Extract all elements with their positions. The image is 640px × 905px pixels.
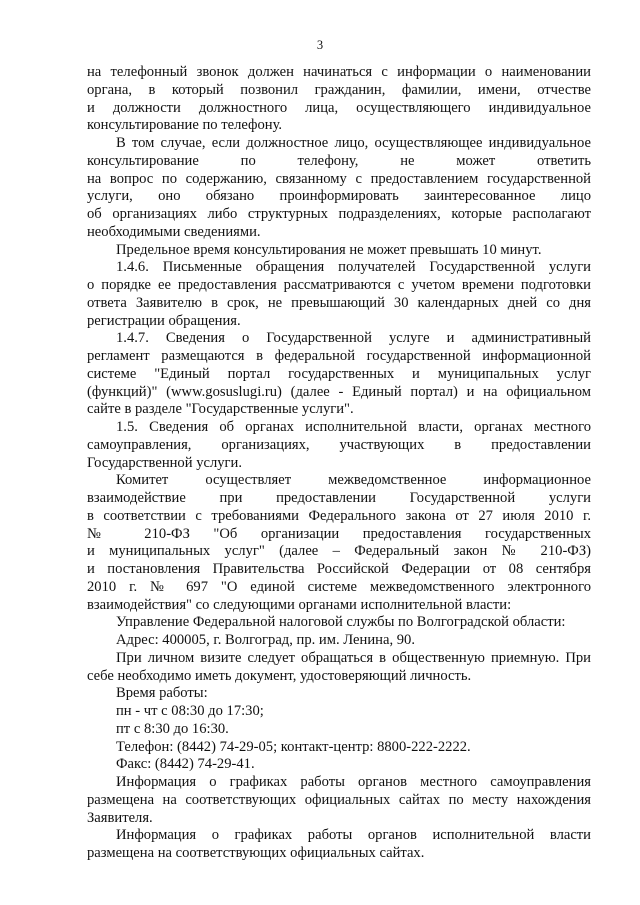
text-line: взаимодействие при предоставлении Государственной услуги	[87, 490, 591, 506]
text-line: себе необходимо иметь документ, удостоверяющий личность.	[87, 667, 472, 684]
text-line: и муниципальных услуг" (далее – Федеральный закон № 210-ФЗ)	[87, 543, 591, 560]
text-line: При личном визите следует обращаться в общественную приемную. При	[116, 649, 591, 666]
text-line: на телефонный звонок должен начинаться с информации о наименовании	[87, 64, 591, 80]
text-line: необходимыми сведениями.	[87, 223, 261, 240]
text-line: сайте в разделе "Государственные услуги".	[87, 401, 354, 418]
text-line: В том случае, если должностное лицо, осуществляющее индивидуальное	[116, 135, 591, 151]
text-line: ответа Заявителю в срок, не превышающий 30 календарных дней со дня	[87, 294, 591, 311]
text-line: Адрес: 400005, г. Волгоград, пр. им. Ленина, 90.	[116, 632, 415, 648]
text-line: Комитет осуществляет межведомственное информационное	[116, 472, 591, 489]
text-line: органа, в который позвонил гражданин, фамилии, имени, отчестве	[87, 81, 591, 98]
text-line: пт с 8:30 до 16:30.	[116, 720, 229, 737]
text-line: (функций)" (www.gosuslugi.ru) (далее - Единый портал) и на официальном	[87, 383, 591, 400]
text-line: в соответствии с требованиями Федерального закона от 27 июля 2010 г.	[87, 507, 591, 524]
text-line: о порядке ее предоставления рассматриваются с учетом времени подготовки	[87, 277, 591, 293]
text-line: и должности должностного лица, осуществляющего индивидуальное	[87, 99, 591, 116]
text-line: 2010 г. № 697 "О единой системе межведомственного электронного	[87, 578, 591, 595]
page-number: 3	[316, 38, 324, 52]
text-line: Предельное время консультирования не может превышать 10 минут.	[116, 241, 542, 258]
text-line: системе "Единый портал государственных и муниципальных услуг	[87, 365, 591, 382]
text-line: № 210-ФЗ "Об организации предоставления государственных	[87, 525, 591, 542]
text-line: и постановления Правительства Российской Федерации от 08 сентября	[87, 561, 591, 577]
text-line: регистрации обращения.	[87, 312, 241, 329]
text-line: консультирование по телефону.	[87, 117, 283, 134]
text-line: на вопрос по содержанию, связанному с предоставлением государственной	[87, 170, 591, 187]
text-line: Телефон: (8442) 74-29-05; контакт-центр: 8800-222-2222.	[116, 738, 471, 755]
text-line: Факс: (8442) 74-29-41.	[116, 756, 255, 773]
text-line: 1.5. Сведения об органах исполнительной власти, органах местного	[116, 419, 591, 435]
text-line: Заявителя.	[87, 809, 153, 826]
body-text	[87, 64, 591, 863]
text-line: об организациях либо структурных подразделениях, которые располагают	[87, 206, 591, 222]
text-line: консультирование по телефону, не может ответить	[87, 152, 591, 169]
text-line: Управление Федеральной налоговой службы по Волгоградской области:	[116, 614, 566, 631]
text-line: Информация о графиках работы органов местного самоуправления	[116, 774, 591, 790]
text-line: взаимодействия" со следующими органами исполнительной власти:	[87, 596, 512, 613]
text-line: услуги, оно обязано проинформировать заинтересованное лицо	[87, 188, 591, 205]
text-line: самоуправления, организациях, участвующих в предоставлении	[87, 436, 591, 453]
text-line: размещена на соответствующих официальных сайтах.	[87, 845, 425, 861]
text-line: пн - чт с 08:30 до 17:30;	[116, 703, 264, 719]
text-line: 1.4.7. Сведения о Государственной услуге и административный	[116, 330, 591, 347]
text-line: размещена на соответствующих официальных сайтах по месту нахождения	[87, 791, 591, 808]
text-line: Время работы:	[116, 685, 208, 702]
text-line: регламент размещаются в федеральной государственной информационной	[87, 348, 591, 364]
text-line: Государственной услуги.	[87, 454, 242, 471]
text-line: Информация о графиках работы органов исполнительной власти	[116, 827, 591, 844]
text-line: 1.4.6. Письменные обращения получателей Государственной услуги	[116, 259, 591, 276]
